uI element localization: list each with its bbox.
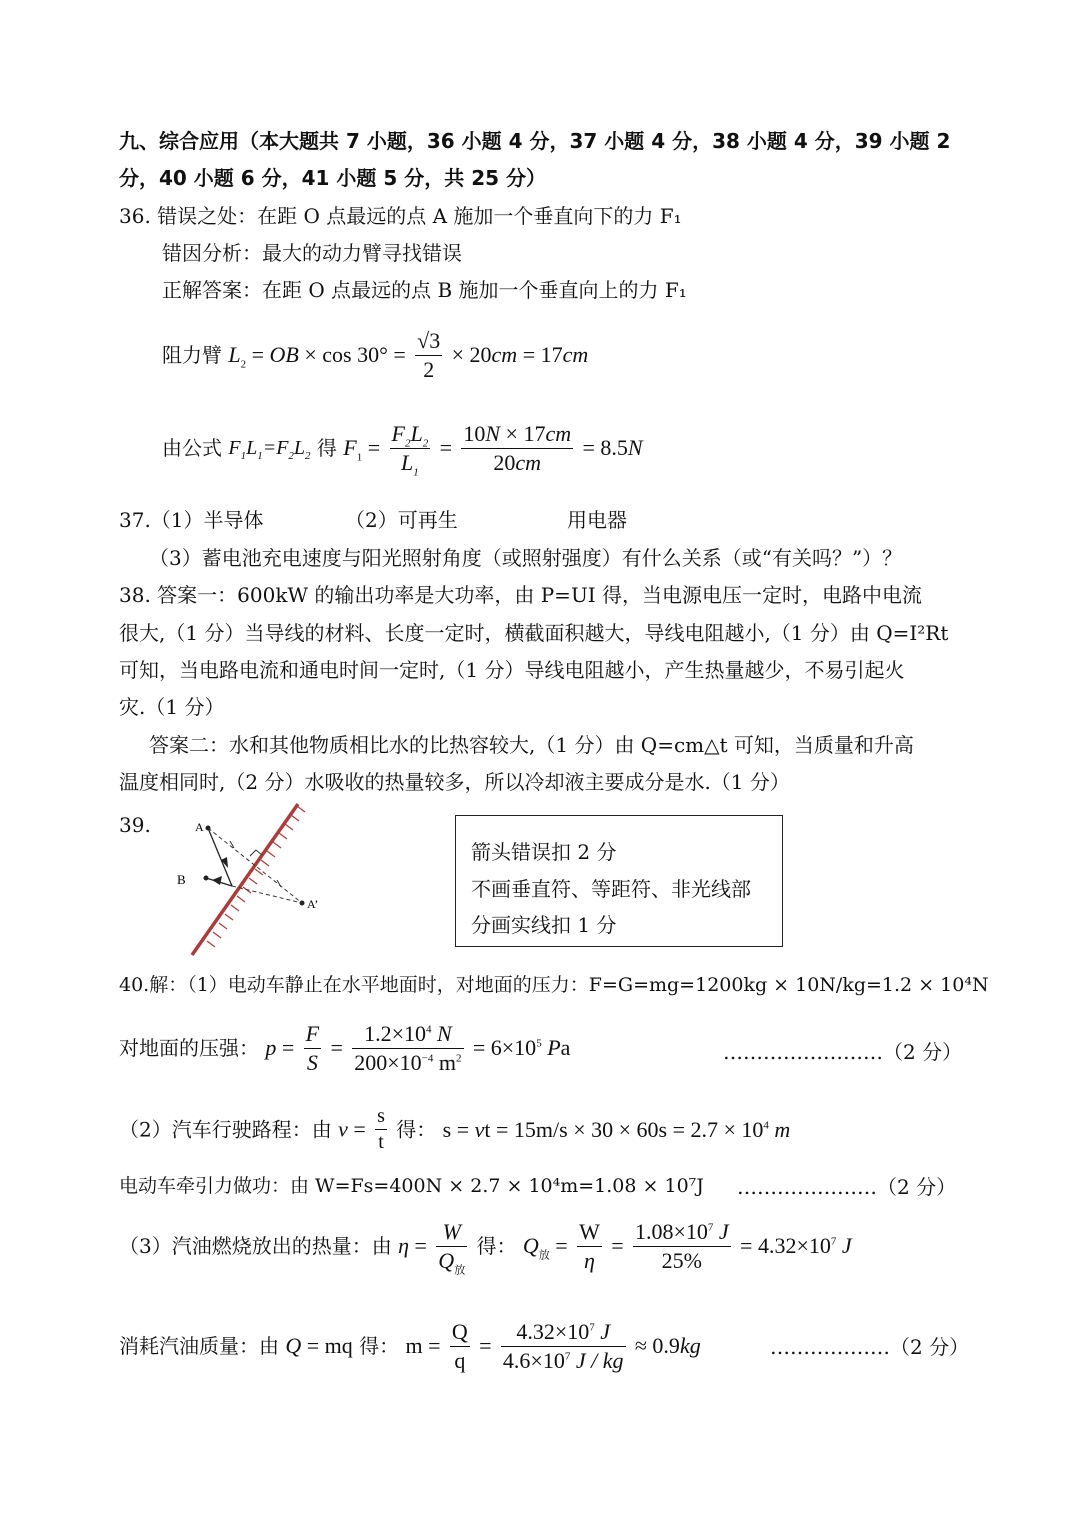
q40-de: 得：: [396, 1117, 437, 1142]
q39-note1: 箭头错误扣 2 分: [471, 840, 617, 864]
q40-part2-label: （2）汽车行驶路程：由: [119, 1117, 332, 1142]
q36-correct-answer: 正解答案：在距 O 点最远的点 B 施加一个垂直向上的力 F₁: [162, 278, 687, 302]
q37-part2: （2）可再生: [345, 508, 458, 532]
q40-score1: ……………………（2 分）: [723, 1040, 963, 1064]
q39-note3: 分画实线扣 1 分: [471, 913, 617, 937]
q36-error-location: 36. 错误之处：在距 O 点最远的点 A 施加一个垂直向下的力 F₁: [119, 204, 682, 228]
q40-work-line: 电动车牵引力做功：由 W=Fs=400N × 2.7 × 10⁴m=1.08 × 10⁷J: [119, 1175, 704, 1197]
q40-pressure-equation: 对地面的压强： p = $\frac{F}{S}$ = $\frac{1.2\times 10^4 N}{200\times 10^{-4} m^2}$ = $6\times 10^5$ Pa: [119, 1021, 571, 1075]
q36-formula-label: 由公式: [162, 436, 222, 460]
q40-de2: 得：: [476, 1234, 517, 1258]
q40-mass-label: 消耗汽油质量：由: [119, 1334, 279, 1358]
q38-answer1-line4: 灾.（1 分）: [119, 695, 225, 719]
q37-part3: （3）蓄电池充电速度与阳光照射角度（或照射强度）有什么关系（或“有关吗？”）？: [149, 546, 903, 570]
q40-score2: …………………（2 分）: [737, 1175, 957, 1199]
q38-answer2-line2: 温度相同时,（2 分）水吸收的热量较多，所以冷却液主要成分是水.（1 分）: [119, 770, 790, 794]
q40-score3: ………………（2 分）: [770, 1335, 970, 1359]
q40-part1: 40.解：（1）电动车静止在水平地面时，对地面的压力：F=G=mg=1200kg × 10N/kg=1.2 × 10⁴N: [119, 974, 989, 996]
q40-de3: 得：: [359, 1334, 400, 1358]
mirror-reflection-diagram: [170, 800, 330, 960]
q39-number: 39.: [119, 813, 151, 837]
q37-part2b: 用电器: [567, 508, 627, 532]
q36-error-analysis: 错因分析：最大的动力臂寻找错误: [162, 241, 462, 265]
reflected-arrow-icon: [212, 876, 222, 885]
q38-answer1-line3: 可知，当电路电流和通电时间一定时,（1 分）导线电阻越小，产生热量越少，不易引起火: [119, 658, 905, 682]
q36-formula-equation: 由公式 $F_1L_1=F_2L_2$ 得 $F_1$ = $\frac{F_2L_2}{L_1}$ = $\frac{10N \times 17cm}{20cm}$ = 8.5N: [162, 421, 643, 478]
label-a-prime: A’: [307, 897, 319, 911]
q38-answer1-line2: 很大,（1 分）当导线的材料、长度一定时，横截面积越大，导线电阻越小,（1 分）由 Q=I²Rt: [119, 621, 949, 645]
label-a: A: [195, 820, 204, 834]
q38-answer2-line1: 答案二：水和其他物质相比水的比热容较大,（1 分）由 Q=cm△t 可知，当质量和升高: [149, 733, 914, 757]
q40-heat-equation: （3）汽油燃烧放出的热量：由 η = $\frac{W}{Q_放}$ 得： $Q_放$ = $\frac{W}{\eta}$ = $\frac{1.08\times 10^7 J}{25\%}$ = $4.32\times 10^7$ J: [119, 1219, 852, 1276]
section-heading-line1: 九、综合应用（本大题共 7 小题，36 小题 4 分，37 小题 4 分，38 小题 4 分，39 小题 2: [119, 129, 951, 153]
q37-part1: 37.（1）半导体: [119, 508, 264, 532]
q39-scoring-note-box: [455, 815, 783, 947]
q36-de: 得: [316, 436, 337, 460]
q36-resistance-arm-equation: 阻力臂 $L_2$ = OB × cos 30° = $\frac{√3}{2}$ × 20cm = 17cm: [162, 328, 589, 382]
label-b: B: [177, 872, 186, 887]
q36-resistance-arm-label: 阻力臂: [162, 343, 222, 367]
q40-pressure-label: 对地面的压强：: [119, 1036, 259, 1060]
section-heading-line2: 分，40 小题 6 分，41 小题 5 分，共 25 分）: [119, 166, 547, 190]
q40-distance-equation: （2）汽车行驶路程：由 v = $\frac{s}{t}$ 得： s = vt = $15m/s \times 30 \times 60s = 2.7 \times 10^4$ m: [119, 1105, 791, 1153]
q40-part3-label: （3）汽油燃烧放出的热量：由: [119, 1234, 392, 1258]
q38-answer1-line1: 38. 答案一：600kW 的输出功率是大功率，由 P=UI 得，当电源电压一定时，电路中电流: [119, 583, 923, 607]
q40-mass-equation: 消耗汽油质量：由 Q = mq 得： m = $\frac{Q}{q}$ = $\frac{4.32\times 10^7 J}{4.6\times 10^7 J / kg}$ ≈ 0.9kg: [119, 1319, 701, 1373]
q39-note2: 不画垂直符、等距符、非光线部: [471, 877, 751, 901]
equal-tick-2: [277, 880, 281, 887]
